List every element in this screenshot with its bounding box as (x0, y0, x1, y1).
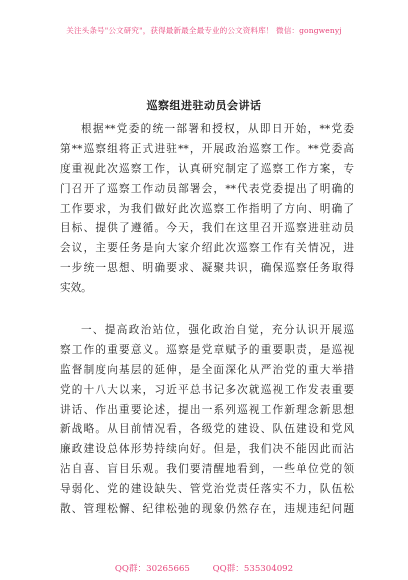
paragraph-line: 一、提高政治站位，强化政治自觉，充分认识开展巡 (81, 324, 354, 336)
paragraph-line: 党的十八大以来，习近平总书记多次就巡视工作发表重要 (60, 383, 354, 396)
paragraph-line: 散、管理松懈、纪律松弛的现象仍然存在，违规违纪问题 (60, 503, 354, 516)
paragraph-line: 导弱化、党的建设缺失、管党治党责任落实不力，队伍松 (60, 483, 354, 496)
paragraph-line: 实效。 (60, 282, 92, 295)
paragraph-line: 讲话、作出重要论述，提出一系列巡视工作新理念新思想 (60, 403, 354, 416)
footer-contact (0, 562, 408, 574)
paragraph-line: 会议，主要任务是向大家介绍此次巡察工作有关情况，进 (60, 242, 354, 255)
paragraph-line: 监督制度向基层的延伸，是全面深化从严治党的重大举措 (60, 363, 354, 376)
paragraph-line: 度重视此次巡察工作，认真研究制定了巡察工作方案，专 (60, 162, 354, 175)
paragraph-line: 根据**党委的统一部署和授权，从即日开始，**党委 (81, 123, 354, 135)
paragraph-line: 目标、提供了遵循。今天，我们在这里召开巡察进驻动员 (60, 222, 354, 235)
document-title: 巡察组进驻动员会讲话 (146, 99, 262, 112)
paragraph-line: 第**巡察组将正式进驻**，开展政治巡察工作。**党委高 (60, 142, 354, 155)
paragraph-line: 廉政建设总体形势持续向好。但是，我们决不能因此而沾 (60, 443, 354, 456)
paragraph-line: 沾自喜、盲目乐观。我们要清醒地看到，一些单位党的领 (60, 463, 354, 476)
paragraph-line: 新战略。从目前情况看，各级党的建设、队伍建设和党风 (60, 423, 354, 436)
paragraph-line: 一步统一思想、明确要求、凝聚共识，确保巡察任务取得 (60, 262, 354, 275)
paragraph-line: 工作要求，为我们做好此次巡察工作指明了方向、明确了 (60, 202, 354, 215)
paragraph-line: 门召开了巡察工作动员部署会，**代表党委提出了明确的 (60, 182, 354, 195)
paragraph-section-one (60, 321, 354, 520)
paragraph-line: 察工作的重要意义。巡察是党章赋予的重要职责，是巡视 (60, 343, 354, 356)
footer-qq-group-2: QQ群：535304092 (212, 564, 294, 574)
footer-qq-group-1: QQ群：30265665 (114, 564, 190, 574)
paragraph-intro (60, 120, 354, 299)
promo-banner: 关注头条号"公文研究"，获得最新最全最专业的公文资料库！ 微信：gongwenyj (66, 26, 342, 35)
